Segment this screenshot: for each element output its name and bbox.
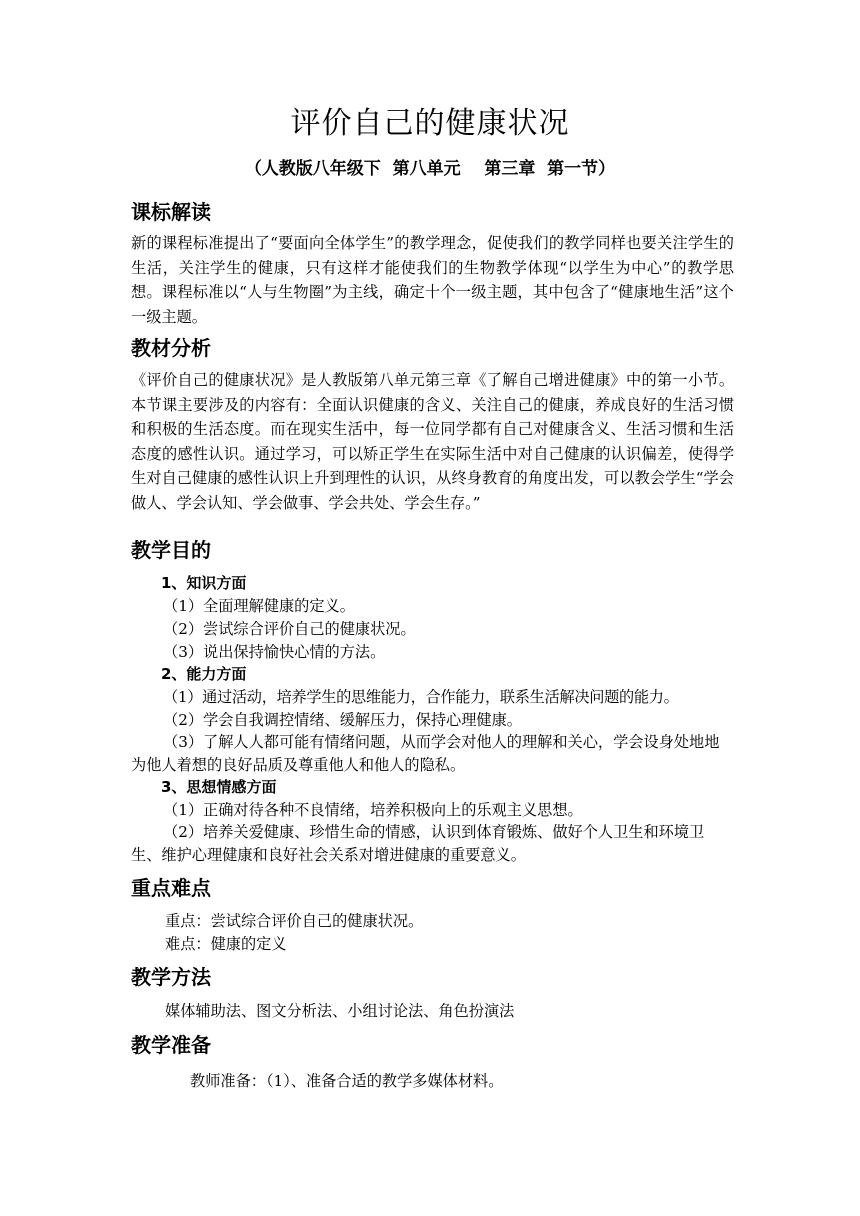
page-title: 评价自己的健康状况 (290, 106, 570, 141)
goal-item: （1）通过活动，培养学生的思维能力，合作能力，联系生活解决问题的能力。 (163, 688, 679, 706)
section-heading-fangfa: 教学方法 (131, 965, 211, 989)
preparation-line: 教师准备：（1）、准备合适的教学多媒体材料。 (190, 1072, 504, 1090)
goal-item: （2）尝试综合评价自己的健康状况。 (163, 620, 416, 638)
section-heading-kebiao: 课标解读 (131, 200, 211, 224)
goal-item: （2）培养关爱健康、珍惜生命的情感，认识到体育锻炼、做好个人卫生和环境卫生、维护心理健康和良好社会关系对增进健康的重要意义。 (131, 823, 705, 864)
goal-group-title: 2、能力方面 (161, 665, 247, 683)
goal-item: （1）全面理解健康的定义。 (163, 597, 355, 615)
jiaocai-paragraph: 《评价自己的健康状况》是人教版第八单元第三章《了解自己增进健康》中的第一小节。本节课主要涉及的内容有：全面认识健康的含义、关注自己的健康，养成良好的生活习惯和积极的生活态度。而在现实生活中，每一位同学都有自己对健康含义、生活习惯和生活态度的感性认识。通过学习，可以矫正学生在实际生活中对自己健康的认识偏差，使得学生对自己健康的感性认识上升到理性的认识，从终身教育的角度出发，可以教会学生“学会做人、学会认知、学会做事、学会共处、学会生存。” (131, 371, 734, 512)
goal-item: （3）了解人人都可能有情绪问题，从而学会对他人的理解和关心，学会设身处地地为他人着想的良好品质及尊重他人和他人的隐私。 (131, 733, 720, 774)
goal-item: （2）学会自我调控情绪、缓解压力，保持心理健康。 (163, 711, 522, 729)
goal-item: （3）说出保持愉快心情的方法。 (163, 643, 386, 661)
goal-item: （1）正确对待各种不良情绪，培养积极向上的乐观主义思想。 (163, 801, 583, 819)
page-subtitle: （人教版八年级下 第八单元 第三章 第一节） (244, 159, 616, 179)
methods-line: 媒体辅助法、图文分析法、小组讨论法、角色扮演法 (165, 1002, 515, 1020)
kebiao-paragraph: 新的课程标准提出了“要面向全体学生”的教学理念，促使我们的教学同样也要关注学生的生活，关注学生的健康，只有这样才能使我们的生物教学体现“以学生为中心”的教学思想。课程标准以“人与生物圈”为主线，确定十个一级主题，其中包含了“健康地生活”这个一级主题。 (131, 234, 734, 326)
section-heading-jiaocai: 教材分析 (131, 336, 211, 360)
goal-group-title: 3、思想情感方面 (161, 778, 277, 796)
section-heading-zhongdian: 重点难点 (131, 876, 211, 900)
goal-group-title: 1、知识方面 (161, 574, 247, 592)
difficulty-line: 难点：健康的定义 (165, 935, 287, 953)
section-heading-mudi: 教学目的 (131, 538, 211, 562)
key-point-line: 重点：尝试综合评价自己的健康状况。 (165, 912, 424, 930)
section-heading-zhunbei: 教学准备 (131, 1033, 211, 1057)
